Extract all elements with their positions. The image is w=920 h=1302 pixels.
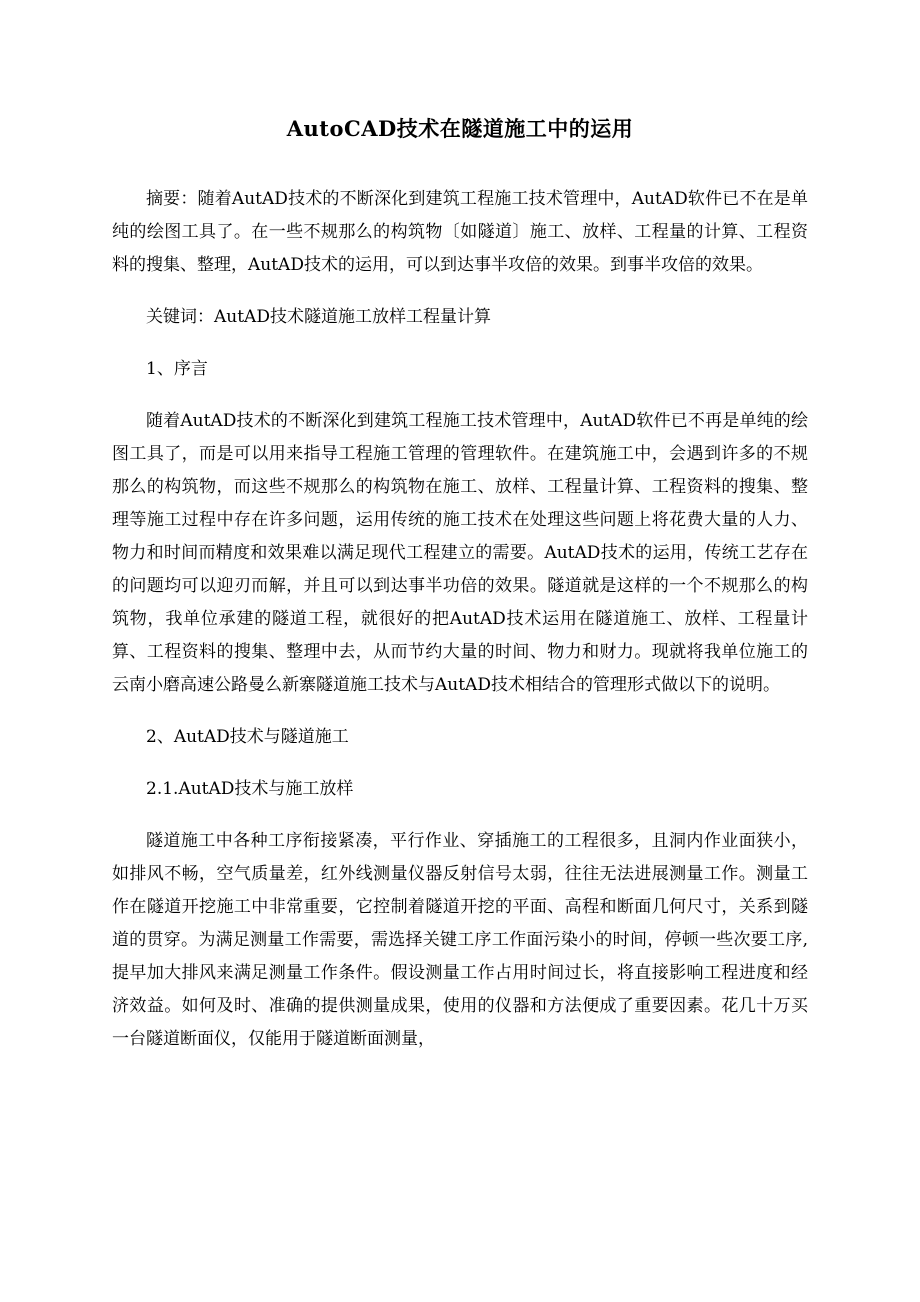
document-body (112, 183, 808, 1075)
keywords-paragraph: 关键词：AutAD技术隧道施工放样工程量计算 (146, 307, 491, 327)
layout-paragraph: 隧道施工中各种工序衔接紧凑，平行作业、穿插施工的工程很多，且洞内作业面狭小，如排风不畅，空气质量差，红外线测量仪器反射信号太弱，往往无法进展测量工作。测量工作在隧道开挖施工中非常重要，它控制着隧道开挖的平面、高程和断面几何尺寸，关系到隧道的贯穿。为满足测量工作需要，需选择关键工序工作面污染小的时间，停顿一些次要工序,提早加大排风来满足测量工作条件。假设测量工作占用时间过长，将直接影响工程进度和经济效益。如何及时、准确的提供测量成果，使用的仪器和方法便成了重要因素。花几十万买一台隧道断面仪，仅能用于隧道断面测量， (112, 831, 808, 1049)
abstract-paragraph: 摘要：随着AutAD技术的不断深化到建筑工程施工技术管理中，AutAD软件已不在是单纯的绘图工具了。在一些不规那么的构筑物〔如隧道〕施工、放样、工程量的计算、工程资料的搜集、整理，AutAD技术的运用，可以到达事半攻倍的效果。到事半攻倍的效果。 (112, 189, 808, 275)
subsection-heading-layout: 2.1.AutAD技术与施工放样 (146, 779, 354, 799)
preface-paragraph: 随着AutAD技术的不断深化到建筑工程施工技术管理中，AutAD软件已不再是单纯的绘图工具了，而是可以用来指导工程施工管理的管理软件。在建筑施工中，会遇到许多的不规那么的构筑物，而这些不规那么的构筑物在施工、放样、工程量计算、工程资料的搜集、整理等施工过程中存在许多问题，运用传统的施工技术在处理这些问题上将花费大量的人力、物力和时间而精度和效果难以满足现代工程建立的需要。AutAD技术的运用，传统工艺存在的问题均可以迎刃而解，并且可以到达事半功倍的效果。隧道就是这样的一个不规那么的构筑物，我单位承建的隧道工程，就很好的把AutAD技术运用在隧道施工、放样、工程量计算、工程资料的搜集、整理中去，从而节约大量的时间、物力和财力。现就将我单位施工的云南小磨高速公路曼么新寨隧道施工技术与AutAD技术相结合的管理形式做以下的说明。 (112, 411, 808, 695)
section-heading-autad-tunnel: 2、AutAD技术与隧道施工 (146, 727, 349, 747)
document-title: AutoCAD技术在隧道施工中的运用 (286, 116, 634, 141)
section-heading-preface: 1、序言 (146, 359, 208, 379)
